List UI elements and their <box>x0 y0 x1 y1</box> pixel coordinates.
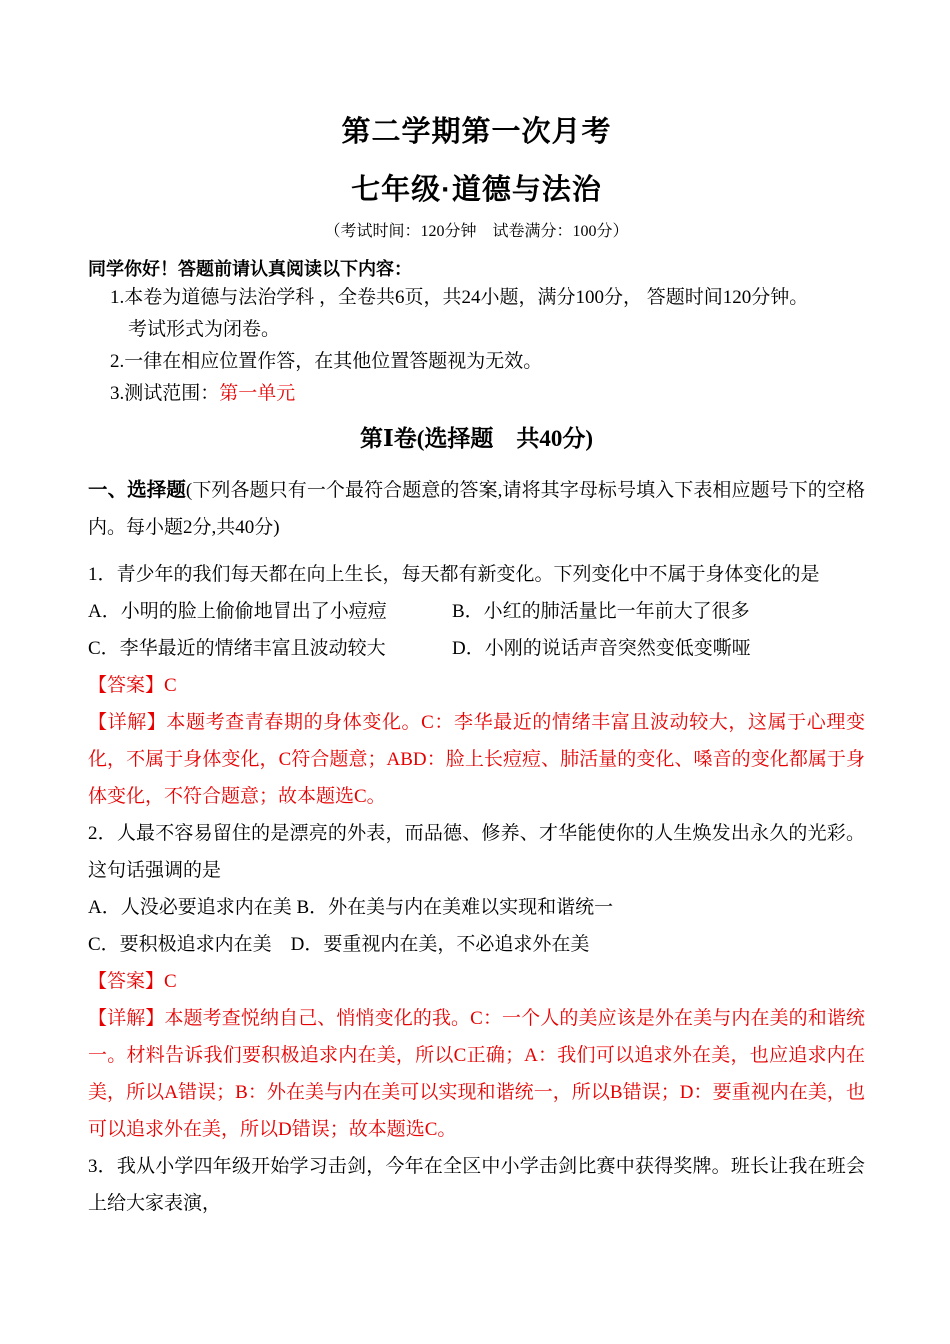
notice-item-3-scope: 第一单元 <box>219 383 296 404</box>
question-3-stem: 3．我从小学四年级开始学习击剑，今年在全区中小学击剑比赛中获得奖牌。班长让我在班会上给大家表演， <box>88 1156 865 1214</box>
notice-item-3-prefix: 3.测试范围： <box>110 383 220 404</box>
multiple-choice-instructions: (下列各题只有一个最符合题意的答案,请将其字母标号填入下表相应题号下的空格内。每小题2分,共40分) <box>88 480 865 538</box>
question-1-option-d: D．小刚的说话声音突然变低变嘶哑 <box>452 638 751 659</box>
question-1-option-b: B．小红的肺活量比一年前大了很多 <box>452 601 750 622</box>
analysis-label: 【详解】 <box>88 712 167 733</box>
notice-item-1-continued: 考试形式为闭卷。 <box>128 319 281 340</box>
notice-item-2: 2.一律在相应位置作答，在其他位置答题视为无效。 <box>110 351 543 372</box>
answer-value: C <box>164 971 177 992</box>
question-2-options-row-cd: C．要积极追求内在美 D．要重视内在美，不必追求外在美 <box>88 934 590 955</box>
question-2-stem: 2．人最不容易留住的是漂亮的外表，而品德、修养、才华能使你的人生焕发出永久的光彩。这句话强调的是 <box>88 823 865 881</box>
question-1-option-a: A．小明的脸上偷偷地冒出了小痘痘 <box>88 601 387 622</box>
answer-label: 【答案】 <box>88 675 165 696</box>
question-2-options-row-ab: A．人没必要追求内在美 B．外在美与内在美难以实现和谐统一 <box>88 897 614 918</box>
question-1-stem: 1．青少年的我们每天都在向上生长，每天都有新变化。下列变化中不属于身体变化的是 <box>88 564 820 585</box>
multiple-choice-label: 一、选择题 <box>88 480 186 501</box>
question-2-analysis <box>88 1000 865 1148</box>
answer-label: 【答案】 <box>88 971 165 992</box>
section-1-heading: 第Ⅰ卷(选择题 共40分) <box>359 426 594 451</box>
question-1-options-row-ab <box>88 593 865 630</box>
question-2-answer <box>88 963 865 1000</box>
exam-title: 第二学期第一次月考 <box>341 116 612 148</box>
question-1-answer <box>88 667 865 704</box>
question-1-option-c: C．李华最近的情绪丰富且波动较大 <box>88 638 386 659</box>
answer-value: C <box>164 675 177 696</box>
question-1-analysis <box>88 704 865 815</box>
analysis-text: 本题考查悦纳自己、悄悄变化的我。C：一个人的美应该是外在美与内在美的和谐统一。材料告诉我们要积极追求内在美，所以C正确；A：我们可以追求外在美，也应追求内在美，所以A错误；B：外在美与内在美可以实现和谐统一，所以B错误；D：要重视内在美，也可以追求外在美，所以D错误；故本题选C。 <box>88 1008 865 1140</box>
notice-item-1: 1.本卷为道德与法治学科 ，全卷共6页，共24小题，满分100分， 答题时间120分钟。 <box>110 287 809 308</box>
multiple-choice-intro <box>88 472 865 546</box>
exam-meta-info: （考试时间：120分钟 试卷满分：100分） <box>324 223 629 240</box>
notice-heading: 同学你好！答题前请认真阅读以下内容： <box>88 259 412 279</box>
question-1-options-row-cd <box>88 630 865 667</box>
notice-item-3 <box>88 378 865 410</box>
analysis-label: 【详解】 <box>88 1008 165 1029</box>
exam-subject-title: 七年级·道德与法治 <box>351 174 602 206</box>
analysis-text: 本题考查青春期的身体变化。C：李华最近的情绪丰富且波动较大，这属于心理变化，不属于身体变化，C符合题意；ABD：脸上长痘痘、肺活量的变化、嗓音的变化都属于身体变化，不符合题意；故本题选C。 <box>88 712 865 807</box>
